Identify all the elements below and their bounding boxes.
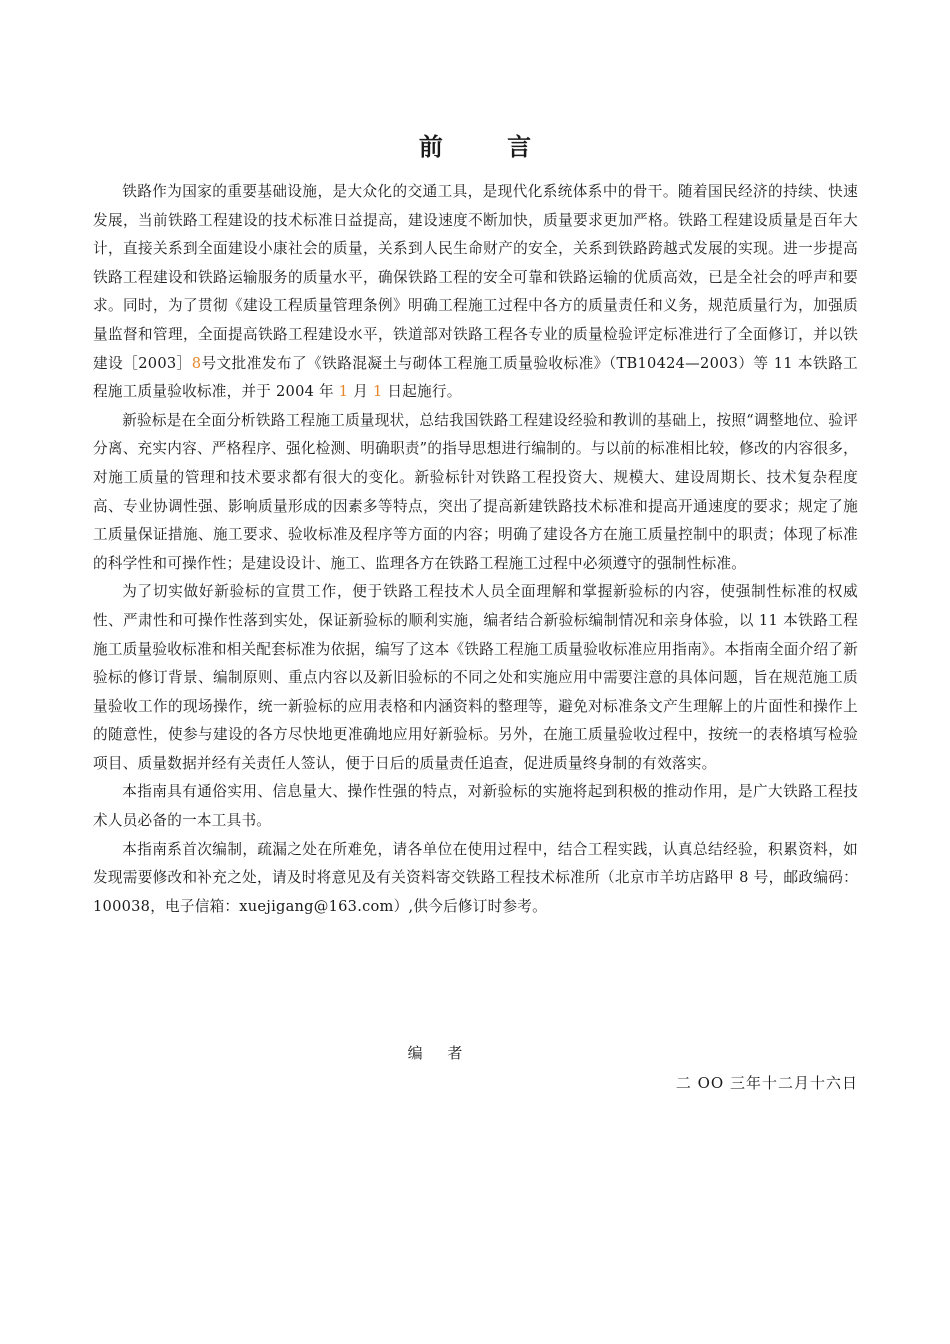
highlighted-number: 1 bbox=[338, 383, 349, 401]
paragraph-3 bbox=[93, 578, 858, 778]
paragraph-text: 铁路作为国家的重要基础设施，是大众化的交通工具，是现代化系统体系中的骨干。随着国民经济的持续、快速发展，当前铁路工程建设的技术标准日益提高，建设速度不断加快，质量要求更加严格。铁路工程建设质量是百年大计，直接关系到全面建设小康社会的质量，关系到人民生命财产的安全，关系到铁路跨越式发展的实现。进一步提高铁路工程建设和铁路运输服务的质量水平，确保铁路工程的安全可靠和铁路运输的优质高效，已是全社会的呼声和要求。同时，为了贯彻《建设工程质量管理条例》明确工程施工过程中各方的质量责任和义务，规范质量行为，加强质量监督和管理，全面提高铁路工程建设水平，铁道部对铁路工程各专业的质量检验评定标准进行了全面修订，并以铁建设［2003］ bbox=[93, 183, 858, 372]
paragraph-text: 本指南系首次编制，疏漏之处在所难免，请各单位在使用过程中，结合工程实践，认真总结经验，积累资料，如发现需要修改和补充之处，请及时将意见及有关资料寄交铁路工程技术标准所（北京市羊坊店路甲 8 号，邮政编码：100038，电子信箱：xuejigang@163.com）,供今后修订时参考。 bbox=[93, 840, 858, 915]
highlighted-number: 1 bbox=[372, 383, 383, 401]
page-title: 前 言 bbox=[418, 132, 560, 161]
paragraph-2 bbox=[93, 407, 858, 579]
paragraph-text: 日起施行。 bbox=[382, 383, 462, 401]
preface-body bbox=[93, 178, 858, 921]
paragraph-text: 号文批准发布了《铁路混凝土与砌体工程施工质量验收标准》（TB10424—2003）等 11 本铁路工程施工质量验收标准，并于 2004 年 bbox=[93, 354, 858, 401]
highlighted-number: 8 bbox=[191, 354, 202, 372]
paragraph-text: 月 bbox=[348, 383, 373, 401]
paragraph-text: 为了切实做好新验标的宣贯工作，便于铁路工程技术人员全面理解和掌握新验标的内容，使强制性标准的权威性、严肃性和可操作性落到实处，保证新验标的顺利实施，编者结合新验标编制情况和亲身体验，以 11 本铁路工程施工质量验收标准和相关配套标准为依据，编写了这本《铁路工程施工质量验收标准应用指南》。本指南全面介绍了新验标的修订背景、编制原则、重点内容以及新旧验标的不同之处和实施应用中需要注意的具体问题，旨在规范施工质量验收工作的现场操作，统一新验标的应用表格和内涵资料的整理等，避免对标准条文产生理解上的片面性和操作上的随意性，使参与建设的各方尽快地更准确地应用好新验标。另外，在施工质量验收过程中，按统一的表格填写检验项目、质量数据并经有关责任人签认，便于日后的质量责任追查，促进质量终身制的有效落实。 bbox=[93, 583, 858, 772]
paragraph-text: 本指南具有通俗实用、信息量大、操作性强的特点，对新验标的实施将起到积极的推动作用，是广大铁路工程技术人员必备的一本工具书。 bbox=[93, 783, 858, 830]
paragraph-1 bbox=[93, 178, 858, 407]
paragraph-text: 新验标是在全面分析铁路工程施工质量现状，总结我国铁路工程建设经验和教训的基础上，按照“调整地位、验评分离、充实内容、严格程序、强化检测、明确职责”的指导思想进行编制的。与以前的标准相比较，修改的内容很多，对施工质量的管理和技术要求都有很大的变化。新验标针对铁路工程投资大、规模大、建设周期长、技术复杂程度高、专业协调性强、影响质量形成的因素多等特点，突出了提高新建铁路技术标准和提高开通速度的要求；规定了施工质量保证措施、施工要求、验收标准及程序等方面的内容；明确了建设各方在施工质量控制中的职责；体现了标准的科学性和可操作性；是建设设计、施工、监理各方在铁路工程施工过程中必须遵守的强制性标准。 bbox=[93, 411, 858, 572]
author-signature: 编 者 bbox=[407, 1044, 473, 1062]
paragraph-5 bbox=[93, 836, 858, 922]
paragraph-4 bbox=[93, 778, 858, 835]
document-date: 二 OO 三年十二月十六日 bbox=[675, 1074, 858, 1092]
